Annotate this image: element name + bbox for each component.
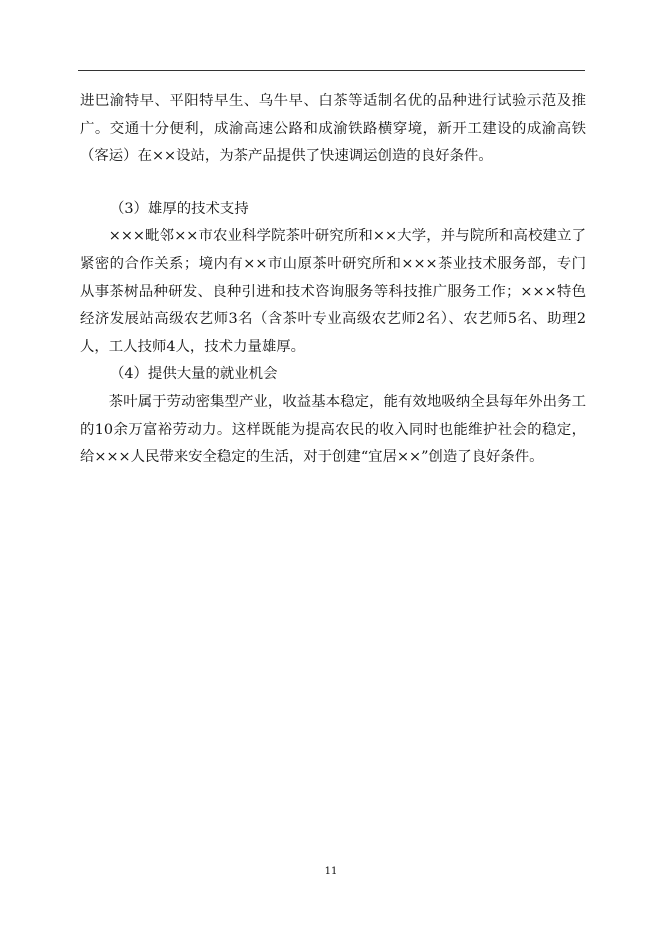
section-heading-employment: （4）提供大量的就业机会 <box>110 366 278 383</box>
body-text <box>80 88 586 472</box>
paragraph-gap <box>80 171 586 196</box>
page-number: 11 <box>324 866 338 877</box>
section-heading-tech-support: （3）雄厚的技术支持 <box>110 200 249 217</box>
paragraph-tech-support: ×××毗邻××市农业科学院茶叶研究所和××大学，并与院所和高校建立了紧密的合作关系；境内有××市山原茶叶研究所和×××茶业技术服务部，专门从事茶树品种研发、良种引进和技术咨询服务等科技推广服务工作；×××特色经济发展站高级农艺师3名（含茶叶专业高级农艺师2名）、农艺师5名、助理2人，工人技师4人，技术力量雄厚。 <box>80 228 586 355</box>
paragraph-employment: 茶叶属于劳动密集型产业，收益基本稳定，能有效地吸纳全县每年外出务工的10余万富裕劳动力。这样既能为提高农民的收入同时也能维护社会的稳定，给×××人民带来安全稳定的生活，对于创建“宜居××”创造了良好条件。 <box>80 393 586 466</box>
header-rule <box>78 70 585 71</box>
paragraph-continuation: 进巴渝特早、平阳特早生、乌牛早、白茶等适制名优的品种进行试验示范及推广。交通十分便利，成渝高速公路和成渝铁路横穿境，新开工建设的成渝高铁（客运）在××设站，为茶产品提供了快速调运创造的良好条件。 <box>80 93 586 165</box>
